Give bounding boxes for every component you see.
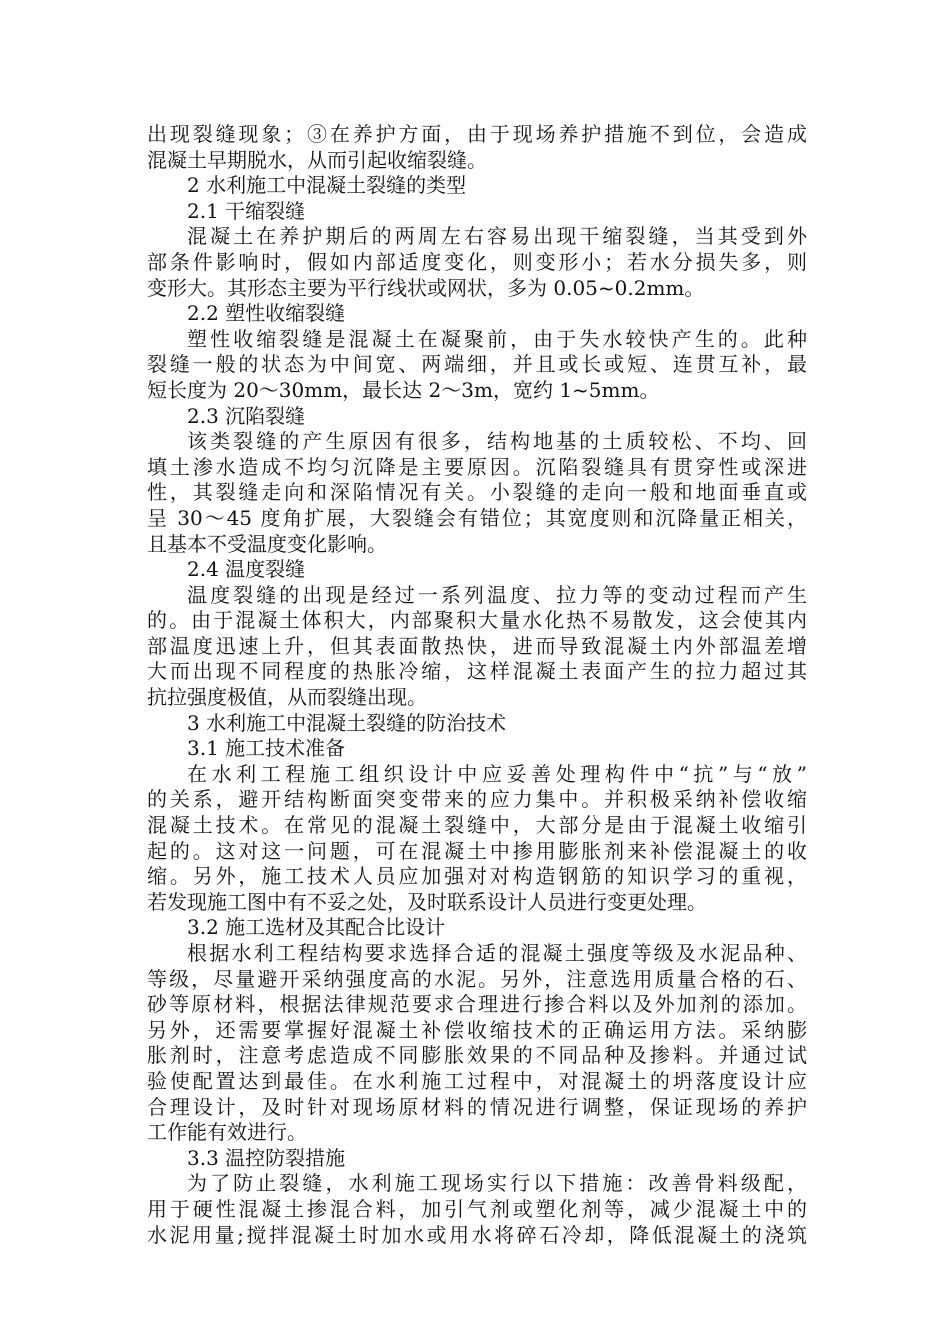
text-line: 温度裂缝的出现是经过一系列温度、拉力等的变动过程而产生: [187, 582, 807, 607]
text-line: 呈 30～45 度角扩展，大裂缝会有错位；其宽度则和沉降量正相关，: [147, 505, 807, 530]
text-line: 混凝土早期脱水，从而引起收缩裂缝。: [147, 147, 487, 172]
text-line: 另外，还需要掌握好混凝土补偿收缩技术的正确运用方法。采纳膨: [147, 1017, 807, 1042]
text-line: 出现裂缝现象；③在养护方面，由于现场养护措施不到位，会造成: [147, 122, 807, 146]
text-line: 等级，尽量避开采纳强度高的水泥。另外，注意选用质量合格的石、: [147, 966, 807, 991]
text-line: 胀剂时，注意考虑造成不同膨胀效果的不同品种及掺料。并通过试: [147, 1043, 807, 1068]
text-line: 起的。这对这一问题，可在混凝土中掺用膨胀剂来补偿混凝土的收: [147, 838, 807, 863]
text-line: 填土渗水造成不均匀沉降是主要原因。沉陷裂缝具有贯穿性或深进: [147, 454, 807, 479]
text-line: 工作能有效进行。: [147, 1120, 307, 1145]
text-line: 2.2 塑性收缩裂缝: [187, 301, 346, 326]
text-line: 部温度迅速上升，但其表面散热快，进而导致混凝土内外部温差增: [147, 633, 807, 658]
text-line: 3 水利施工中混凝土裂缝的防治技术: [187, 710, 507, 735]
text-line: 抗拉强度极值，从而裂缝出现。: [147, 685, 427, 710]
text-line: 验使配置达到最佳。在水利施工过程中，对混凝土的坍落度设计应: [147, 1068, 807, 1093]
text-line: 2 水利施工中混凝土裂缝的类型: [187, 173, 467, 198]
text-line: 在水利工程施工组织设计中应妥善处理构件中“抗”与“放”: [187, 761, 807, 786]
text-line: 砂等原材料，根据法律规范要求合理进行掺合料以及外加剂的添加。: [147, 992, 807, 1017]
text-line: 若发现施工图中有不妥之处，及时联系设计人员进行变更处理。: [147, 889, 707, 914]
text-line: 短长度为 20～30mm，最长达 2～3m，宽约 1~5mm。: [147, 377, 660, 402]
text-line: 3.2 施工选材及其配合比设计: [187, 915, 446, 940]
text-line: 的。由于混凝土体积大，内部聚积大量水化热不易散发，这会使其内: [147, 608, 807, 633]
text-line: 根据水利工程结构要求选择合适的混凝土强度等级及水泥品种、: [187, 941, 807, 965]
text-line: 3.3 温控防裂措施: [187, 1145, 346, 1170]
text-line: 缩。另外，施工技术人员应加强对对构造钢筋的知识学习的重视，: [147, 864, 807, 889]
text-line: 2.3 沉陷裂缝: [187, 403, 306, 428]
text-line: 的关系，避开结构断面突变带来的应力集中。并积极采纳补偿收缩: [147, 787, 807, 812]
text-line: 2.4 温度裂缝: [187, 557, 306, 582]
text-line: 为了防止裂缝，水利施工现场实行以下措施：改善骨料级配，: [187, 1171, 807, 1196]
text-line: 该类裂缝的产生原因有很多，结构地基的土质较松、不均、回: [187, 429, 807, 454]
text-line: 部条件影响时，假如内部适度变化，则变形小；若水分损失多，则: [147, 249, 807, 274]
text-line: 裂缝一般的状态为中间宽、两端细，并且或长或短、连贯互补，最: [147, 352, 807, 377]
text-line: 3.1 施工技术准备: [187, 736, 346, 761]
text-line: 变形大。其形态主要为平行线状或网状，多为 0.05~0.2mm。: [147, 275, 705, 300]
text-line: 性，其裂缝走向和深陷情况有关。小裂缝的走向一般和地面垂直或: [147, 480, 807, 505]
text-line: 塑性收缩裂缝是混凝土在凝聚前，由于失水较快产生的。此种: [187, 326, 807, 351]
text-line: 混凝土在养护期后的两周左右容易出现干缩裂缝，当其受到外: [187, 224, 807, 249]
text-line: 混凝土技术。在常见的混凝土裂缝中，大部分是由于混凝土收缩引: [147, 813, 807, 838]
document-body: [147, 122, 807, 1248]
text-line: 2.1 干缩裂缝: [187, 198, 306, 223]
text-line: 合理设计，及时针对现场原材料的情况进行调整，保证现场的养护: [147, 1094, 807, 1119]
text-line: 用于硬性混凝土掺混合料，加引气剂或塑化剂等，减少混凝土中的: [147, 1196, 807, 1221]
text-line: 大而出现不同程度的热胀冷缩，这样混凝土表面产生的拉力超过其: [147, 659, 807, 684]
text-line: 水泥用量;搅拌混凝土时加水或用水将碎石冷却，降低混凝土的浇筑: [147, 1222, 807, 1247]
text-line: 且基本不受温度变化影响。: [147, 531, 387, 556]
